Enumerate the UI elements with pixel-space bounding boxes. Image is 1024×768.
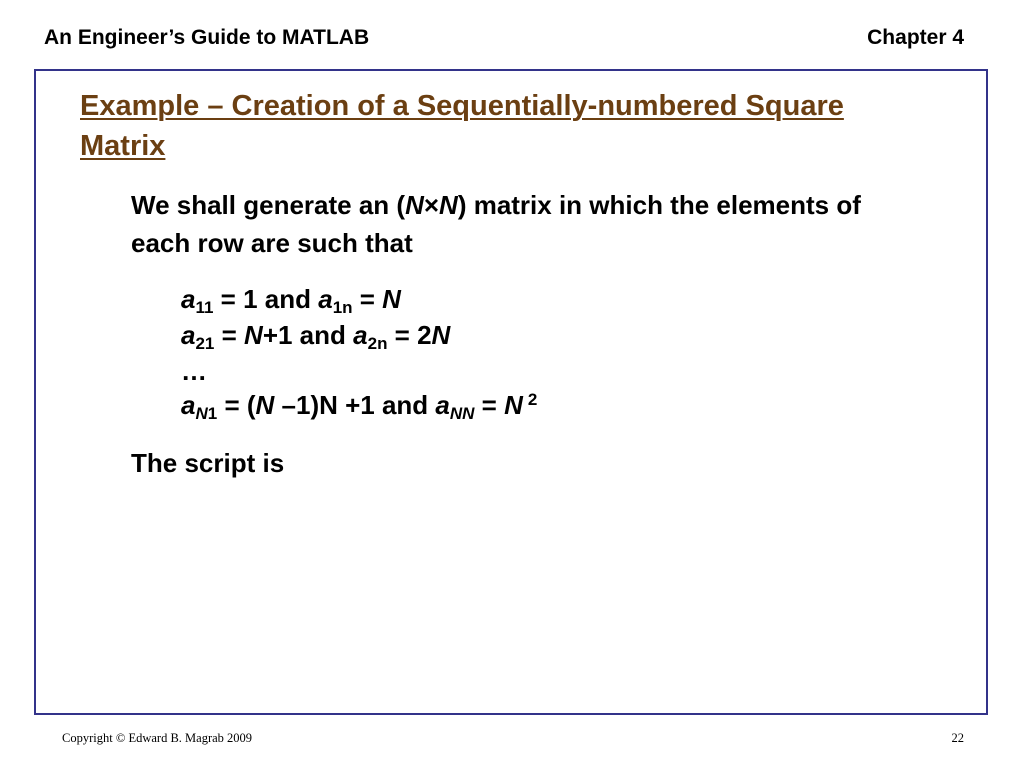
- eq3-sub2: NN: [449, 404, 475, 423]
- intro-n-1: N: [405, 190, 424, 220]
- eq3-sup: 2: [527, 390, 538, 409]
- eq2-equals-2: = 2: [387, 320, 432, 350]
- eq2-rhs: N: [431, 320, 451, 350]
- eq3-mid: –1)N +1 and: [274, 390, 436, 420]
- eq3-sub2-wrap: [450, 404, 475, 423]
- copyright-text: Copyright © Edward B. Magrab 2009: [62, 731, 253, 745]
- eq1-equals: =: [352, 284, 383, 314]
- equation-block: [181, 281, 537, 423]
- eq2-a: a: [181, 320, 196, 350]
- eq1-a: a: [181, 284, 196, 314]
- equation-second-row: [181, 317, 537, 353]
- intro-text-1: We shall generate an (: [131, 190, 406, 220]
- eq2-mid: +1 and: [262, 320, 354, 350]
- intro-text-2: ) matrix in which the elements of each row are such that: [131, 190, 861, 258]
- eq1-sub2: 1n: [332, 298, 353, 317]
- eq3-a2: a: [435, 390, 450, 420]
- book-title: An Engineer’s Guide to MATLAB: [44, 26, 370, 49]
- eq3-sub1: [195, 404, 217, 423]
- eq3-sub1-n: N: [195, 404, 208, 423]
- chapter-label: Chapter 4: [867, 26, 964, 49]
- equation-ellipsis: …: [181, 356, 207, 386]
- eq2-equals: =: [214, 320, 245, 350]
- eq3-rhs: N: [504, 390, 523, 420]
- eq3-equals: = (: [217, 390, 256, 420]
- eq1-sub1: 11: [195, 298, 214, 317]
- intro-paragraph: [131, 186, 891, 262]
- equation-first-row: [181, 281, 537, 317]
- eq2-n: N: [244, 320, 263, 350]
- eq1-mid: = 1 and: [213, 284, 319, 314]
- script-intro-text: The script is: [131, 448, 285, 478]
- eq2-sub2: 2n: [367, 334, 388, 353]
- slide-title: Example – Creation of a Sequentially-numbered Square Matrix: [80, 90, 844, 162]
- eq1-rhs: N: [382, 284, 401, 314]
- eq1-a2: a: [318, 284, 333, 314]
- eq3-a: a: [181, 390, 196, 420]
- intro-times-symbol: ×: [423, 190, 440, 220]
- page-number: 22: [951, 731, 964, 745]
- eq3-n: N: [255, 390, 275, 420]
- equation-last-row: [181, 387, 537, 423]
- eq2-a2: a: [353, 320, 368, 350]
- eq3-equals-2: =: [474, 390, 505, 420]
- eq3-sub1-1: 1: [207, 404, 218, 423]
- intro-n-2: N: [439, 190, 458, 220]
- eq2-sub1: 21: [195, 334, 215, 353]
